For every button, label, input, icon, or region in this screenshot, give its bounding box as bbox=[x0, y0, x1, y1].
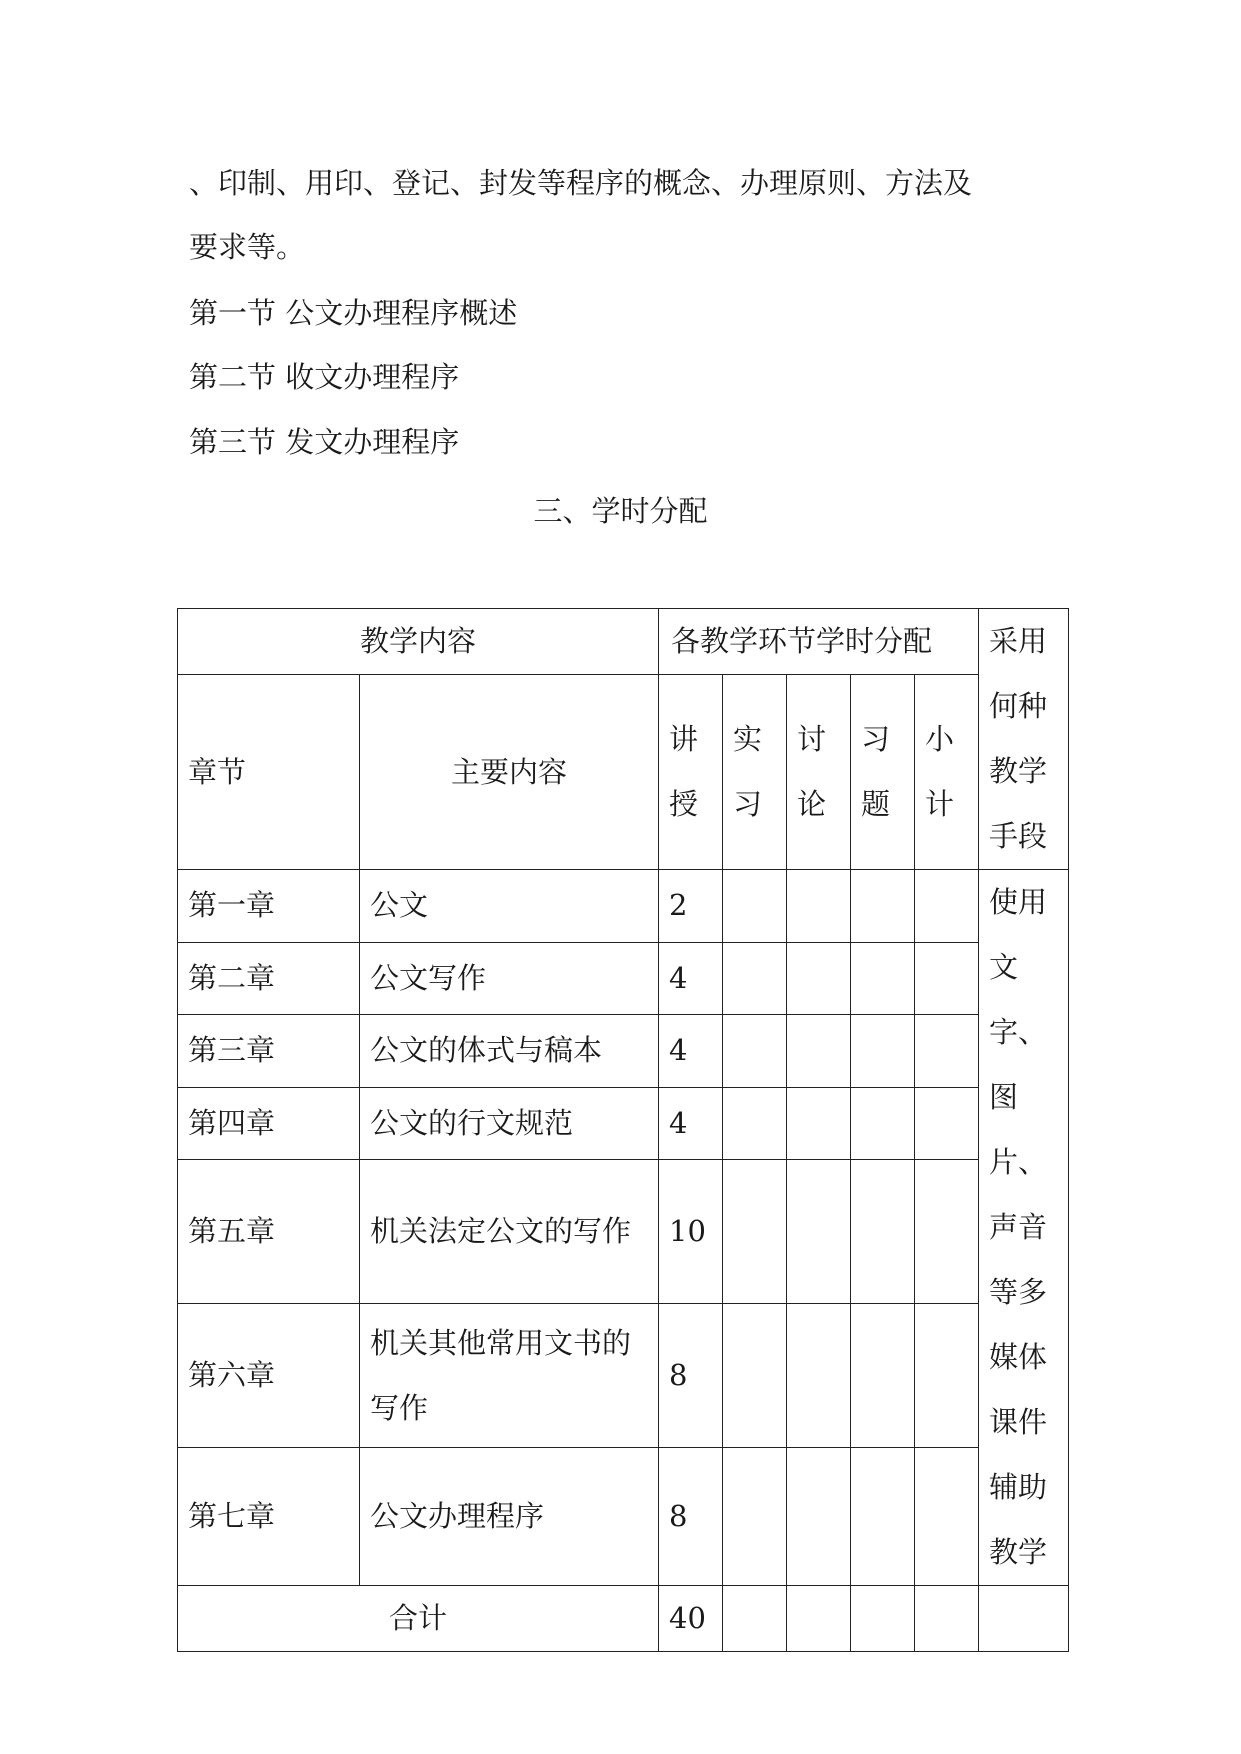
row-exercise bbox=[851, 1015, 915, 1088]
row-exercise bbox=[851, 870, 915, 943]
total-discussion bbox=[787, 1586, 851, 1652]
row-exercise bbox=[851, 1160, 915, 1304]
row-subtotal bbox=[915, 1087, 979, 1160]
row-content: 机关其他常用文书的写作 bbox=[360, 1304, 659, 1448]
row-subtotal bbox=[915, 1448, 979, 1586]
row-chapter: 第七章 bbox=[178, 1448, 360, 1586]
row-lecture: 8 bbox=[659, 1448, 723, 1586]
row-practice bbox=[723, 1015, 787, 1088]
total-practice bbox=[723, 1586, 787, 1652]
method-cell: 使用文字、图片、声音等多媒体课件辅助教学 bbox=[979, 870, 1069, 1586]
row-chapter: 第六章 bbox=[178, 1304, 360, 1448]
row-lecture: 4 bbox=[659, 1087, 723, 1160]
row-exercise bbox=[851, 1448, 915, 1586]
row-content: 公文的行文规范 bbox=[360, 1087, 659, 1160]
row-chapter: 第四章 bbox=[178, 1087, 360, 1160]
section-item-3: 第三节 发文办理程序 bbox=[189, 425, 460, 459]
row-subtotal bbox=[915, 942, 979, 1015]
col-discussion: 讨论 bbox=[787, 675, 851, 870]
intro-line-2: 要求等。 bbox=[189, 230, 306, 264]
hours-table bbox=[177, 608, 1069, 1652]
total-lecture: 40 bbox=[659, 1586, 723, 1652]
col-practice: 实习 bbox=[723, 675, 787, 870]
row-subtotal bbox=[915, 1304, 979, 1448]
row-lecture: 4 bbox=[659, 1015, 723, 1088]
row-practice bbox=[723, 1304, 787, 1448]
row-exercise bbox=[851, 1087, 915, 1160]
row-discussion bbox=[787, 1160, 851, 1304]
row-practice bbox=[723, 1160, 787, 1304]
row-practice bbox=[723, 870, 787, 943]
row-discussion bbox=[787, 942, 851, 1015]
col-lecture: 讲授 bbox=[659, 675, 723, 870]
total-subtotal bbox=[915, 1586, 979, 1652]
row-chapter: 第一章 bbox=[178, 870, 360, 943]
row-chapter: 第五章 bbox=[178, 1160, 360, 1304]
col-main: 主要内容 bbox=[360, 675, 659, 870]
section-item-2: 第二节 收文办理程序 bbox=[189, 360, 460, 394]
row-content: 机关法定公文的写作 bbox=[360, 1160, 659, 1304]
row-discussion bbox=[787, 870, 851, 943]
section-title: 三、学时分配 bbox=[533, 494, 708, 528]
row-exercise bbox=[851, 942, 915, 1015]
row-exercise bbox=[851, 1304, 915, 1448]
row-discussion bbox=[787, 1304, 851, 1448]
row-practice bbox=[723, 1087, 787, 1160]
header-method: 采用何种教学手段 bbox=[979, 609, 1069, 870]
row-subtotal bbox=[915, 1160, 979, 1304]
row-lecture: 10 bbox=[659, 1160, 723, 1304]
row-discussion bbox=[787, 1087, 851, 1160]
row-lecture: 4 bbox=[659, 942, 723, 1015]
row-subtotal bbox=[915, 870, 979, 943]
intro-line-1: 、印制、用印、登记、封发等程序的概念、办理原则、方法及 bbox=[189, 166, 973, 200]
header-content: 教学内容 bbox=[178, 609, 659, 675]
row-content: 公文办理程序 bbox=[360, 1448, 659, 1586]
row-practice bbox=[723, 1448, 787, 1586]
row-subtotal bbox=[915, 1015, 979, 1088]
total-method bbox=[979, 1586, 1069, 1652]
row-chapter: 第二章 bbox=[178, 942, 360, 1015]
total-label: 合计 bbox=[178, 1586, 659, 1652]
row-practice bbox=[723, 942, 787, 1015]
row-content: 公文的体式与稿本 bbox=[360, 1015, 659, 1088]
total-exercise bbox=[851, 1586, 915, 1652]
col-subtotal: 小计 bbox=[915, 675, 979, 870]
row-discussion bbox=[787, 1015, 851, 1088]
row-content: 公文 bbox=[360, 870, 659, 943]
row-chapter: 第三章 bbox=[178, 1015, 360, 1088]
row-discussion bbox=[787, 1448, 851, 1586]
col-exercise: 习题 bbox=[851, 675, 915, 870]
row-content: 公文写作 bbox=[360, 942, 659, 1015]
section-item-1: 第一节 公文办理程序概述 bbox=[189, 296, 518, 330]
col-chapter: 章节 bbox=[178, 675, 360, 870]
header-hours: 各教学环节学时分配 bbox=[659, 609, 979, 675]
row-lecture: 2 bbox=[659, 870, 723, 943]
row-lecture: 8 bbox=[659, 1304, 723, 1448]
